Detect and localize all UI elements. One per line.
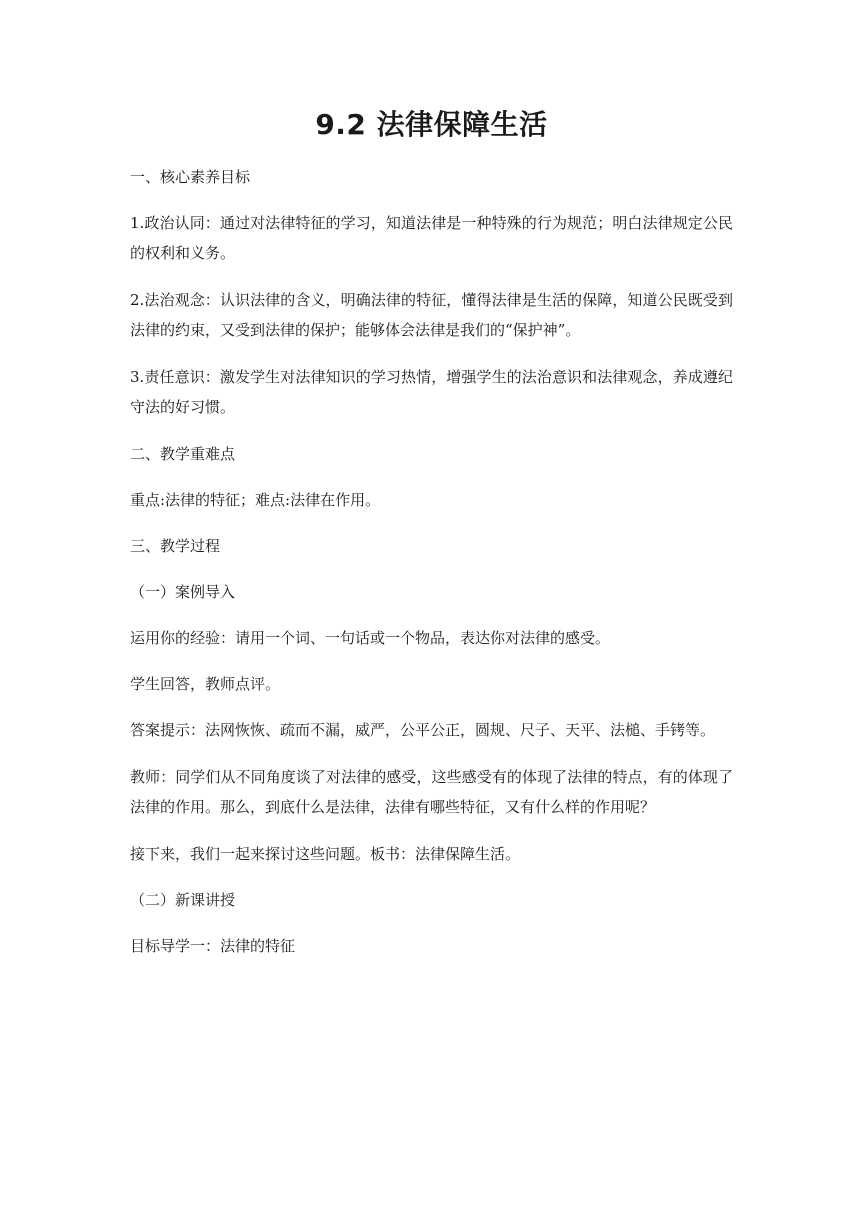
paragraph-answer-hint: 答案提示：法网恢恢、疏而不漏，威严，公平公正，圆规、尺子、天平、法槌、手铐等。 bbox=[130, 721, 716, 739]
document-title: 9.2 法律保障生活 bbox=[315, 108, 548, 141]
subsection-heading-new-lesson: （二）新课讲授 bbox=[130, 891, 236, 909]
paragraph-teacher: 教师：同学们从不同角度谈了对法律的感受，这些感受有的体现了法律的特点，有的体现了法律的作用。那么，到底什么是法律，法律有哪些特征，又有什么样的作用呢？ bbox=[130, 768, 733, 816]
document-page bbox=[130, 100, 733, 977]
paragraph-goal-one: 目标导学一：法律的特征 bbox=[130, 937, 296, 955]
paragraph-key-points: 重点:法律的特征；难点:法律在作用。 bbox=[130, 491, 381, 509]
subsection-heading-case-intro: （一）案例导入 bbox=[130, 583, 236, 601]
section-heading-teaching-process: 三、教学过程 bbox=[130, 537, 221, 555]
paragraph-responsibility: 3.责任意识：激发学生对法律知识的学习热情，增强学生的法治意识和法律观念，养成遵纪守法的好习惯。 bbox=[130, 368, 733, 416]
paragraph-political-identity: 1.政治认同：通过对法律特征的学习，知道法律是一种特殊的行为规范；明白法律规定公民的权利和义务。 bbox=[130, 214, 733, 262]
paragraph-student-answer: 学生回答，教师点评。 bbox=[130, 675, 281, 693]
paragraph-next: 接下来，我们一起来探讨这些问题。板书：法律保障生活。 bbox=[130, 845, 521, 863]
section-heading-core-goals: 一、核心素养目标 bbox=[130, 168, 251, 186]
section-heading-key-points: 二、教学重难点 bbox=[130, 445, 236, 463]
paragraph-rule-of-law: 2.法治观念：认识法律的含义，明确法律的特征，懂得法律是生活的保障，知道公民既受到法律的约束，又受到法律的保护；能够体会法律是我们的“保护神”。 bbox=[130, 291, 733, 339]
paragraph-use-experience: 运用你的经验：请用一个词、一句话或一个物品，表达你对法律的感受。 bbox=[130, 629, 611, 647]
